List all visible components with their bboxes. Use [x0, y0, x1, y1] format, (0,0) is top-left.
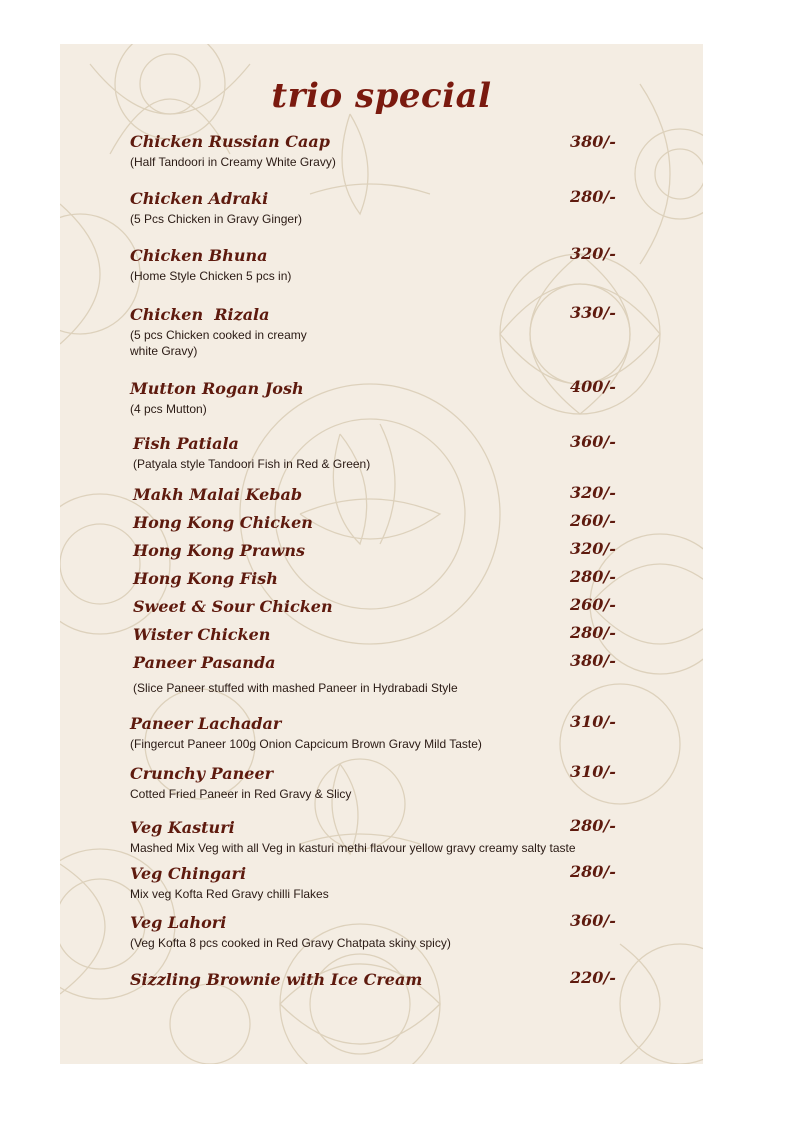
menu-item-price: 360/- [570, 432, 616, 451]
menu-item-price: 310/- [570, 712, 616, 731]
menu-item-description: (Half Tandoori in Creamy White Gravy) [130, 155, 336, 169]
menu-item-name: Wister Chicken [133, 625, 271, 644]
menu-item-name: Veg Lahori [130, 913, 227, 932]
menu-item-name: Chicken Russian Caap [130, 132, 330, 151]
menu-item-name: Sizzling Brownie with Ice Cream [130, 970, 423, 989]
menu-item-price: 260/- [570, 595, 616, 614]
menu-item-name: Fish Patiala [133, 434, 239, 453]
menu-item-description: Cotted Fried Paneer in Red Gravy & Slicy [130, 787, 352, 801]
menu-item-description: (5 Pcs Chicken in Gravy Ginger) [130, 212, 303, 226]
menu-item-description: (4 pcs Mutton) [130, 402, 207, 416]
menu-item-price: 310/- [570, 762, 616, 781]
menu-item-price: 320/- [570, 539, 616, 558]
menu-item-price: 380/- [570, 651, 616, 670]
menu-item-name: Hong Kong Prawns [133, 541, 306, 560]
menu-item-description: (5 pcs Chicken cooked in creamy white Gravy) [130, 328, 307, 358]
menu-item-name: Veg Chingari [130, 864, 247, 883]
menu-item-price: 280/- [570, 567, 616, 586]
menu-item-name: Makh Malai Kebab [133, 485, 303, 504]
menu-item-name: Mutton Rogan Josh [130, 379, 304, 398]
menu-item-description: (Veg Kofta 8 pcs cooked in Red Gravy Chatpata skiny spicy) [130, 936, 451, 950]
menu-item-name: Chicken Bhuna [130, 246, 268, 265]
menu-item-price: 260/- [570, 511, 616, 530]
menu-item-name: Paneer Lachadar [130, 714, 282, 733]
menu-item-price: 360/- [570, 911, 616, 930]
menu-item-description: (Fingercut Paneer 100g Onion Capcicum Brown Gravy Mild Taste) [130, 737, 482, 751]
menu-item [133, 678, 653, 696]
menu-item-name: Hong Kong Chicken [133, 513, 313, 532]
menu-item-name: Paneer Pasanda [133, 653, 276, 672]
menu-page [60, 44, 703, 1064]
menu-item-name: Chicken Rizala [130, 305, 270, 324]
menu-item-name: Sweet & Sour Chicken [133, 597, 333, 616]
menu-item-description: (Home Style Chicken 5 pcs in) [130, 269, 292, 283]
menu-item-price: 400/- [570, 377, 616, 396]
menu-item-price: 320/- [570, 244, 616, 263]
page-title: trio special [271, 76, 492, 116]
menu-item-price: 330/- [570, 303, 616, 322]
menu-item-description: (Patyala style Tandoori Fish in Red & Green) [133, 457, 371, 471]
menu-item-description: (Slice Paneer stuffed with mashed Paneer in Hydrabadi Style [133, 681, 458, 695]
menu-item-description: Mashed Mix Veg with all Veg in kasturi methi flavour yellow gravy creamy salty taste [130, 841, 576, 855]
menu-item-price: 320/- [570, 483, 616, 502]
menu-item-price: 280/- [570, 862, 616, 881]
menu-item-price: 280/- [570, 187, 616, 206]
menu-item-description: Mix veg Kofta Red Gravy chilli Flakes [130, 887, 329, 901]
menu-item-name: Hong Kong Fish [133, 569, 278, 588]
menu-item-price: 280/- [570, 623, 616, 642]
menu-item-name: Crunchy Paneer [130, 764, 274, 783]
menu-item-price: 380/- [570, 132, 616, 151]
menu-item-name: Veg Kasturi [130, 818, 235, 837]
menu-item-price: 280/- [570, 816, 616, 835]
menu-item-name: Chicken Adraki [130, 189, 269, 208]
menu-item-price: 220/- [570, 968, 616, 987]
